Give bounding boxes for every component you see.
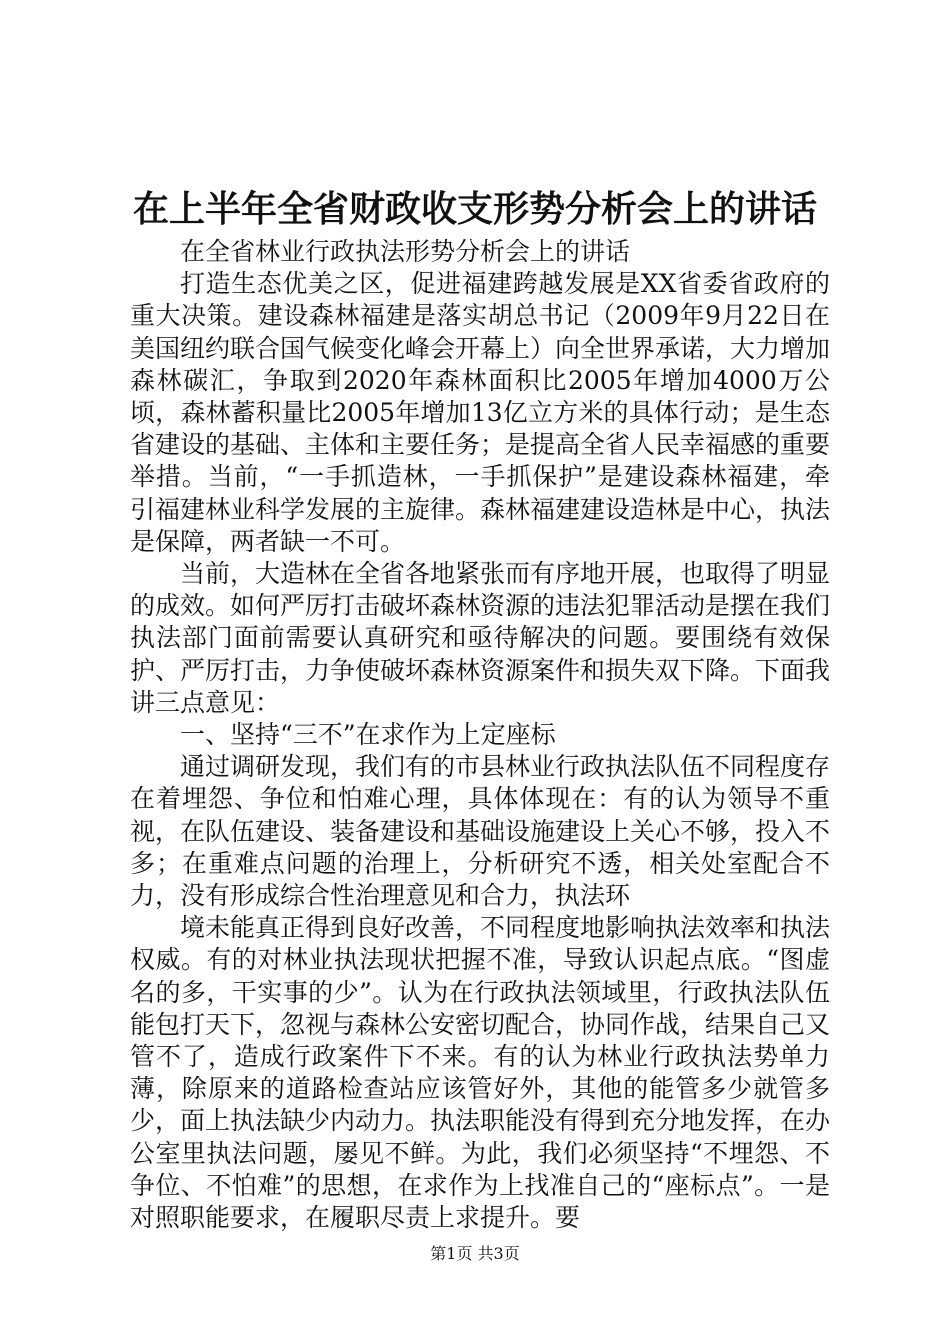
body-paragraph: 打造生态优美之区，促进福建跨越发展是XX省委省政府的重大决策。建设森林福建是落实胡总书记（2009年9月22日在美国纽约联合国气候变化峰会开幕上）向全世界承诺，大力增加森林碳汇，争取到2020年森林面积比2005年增加4000万公顷，森林蓄积量比2005年增加13亿立方米的具体行动；是生态省建设的基础、主体和主要任务；是提高全省人民幸福感的重要举措。当前，“一手抓造林，一手抓保护”是建设森林福建，牵引福建林业科学发展的主旋律。森林福建建设造林是中心，执法是保障，两者缺一不可。	[130, 269, 831, 556]
body-paragraph: 通过调研发现，我们有的市县林业行政执法队伍不同程度存在着埋怨、争位和怕难心理，具体体现在：有的认为领导不重视，在队伍建设、装备建设和基础设施建设上关心不够，投入不多；在重难点问题的治理上，分析研究不透，相关处室配合不力，没有形成综合性治理意见和合力，执法环	[130, 752, 831, 911]
document-title: 在上半年全省财政收支形势分析会上的讲话	[132, 189, 817, 230]
page-number-footer: 第1页 共3页	[430, 1244, 520, 1263]
document-body	[130, 236, 830, 1234]
section-heading: 一、坚持“三不”在求作为上定座标	[180, 720, 556, 750]
body-paragraph: 境未能真正得到良好改善，不同程度地影响执法效率和执法权威。有的对林业执法现状把握不准，导致认识起点底。“图虚名的多，干实事的少”。认为在行政执法领域里，行政执法队伍能包打天下，忽视与森林公安密切配合，协同作战，结果自己又管不了，造成行政案件下不来。有的认为林业行政执法势单力薄，除原来的道路检查站应该管好外，其他的能管多少就管多少，面上执法缺少内动力。执法职能没有得到充分地发挥，在办公室里执法问题，屡见不鲜。为此，我们必须坚持“不埋怨、不争位、不怕难”的思想，在求作为上找准自己的“座标点”。一是对照职能要求，在履职尽责上求提升。要	[130, 913, 831, 1233]
body-paragraph: 当前，大造林在全省各地紧张而有序地开展，也取得了明显的成效。如何严厉打击破坏森林资源的违法犯罪活动是摆在我们执法部门面前需要认真研究和亟待解决的问题。要围绕有效保护、严厉打击，力争使破坏森林资源案件和损失双下降。下面我讲三点意见：	[130, 559, 831, 717]
subtitle-paragraph: 在全省林业行政执法形势分析会上的讲话	[180, 237, 631, 266]
